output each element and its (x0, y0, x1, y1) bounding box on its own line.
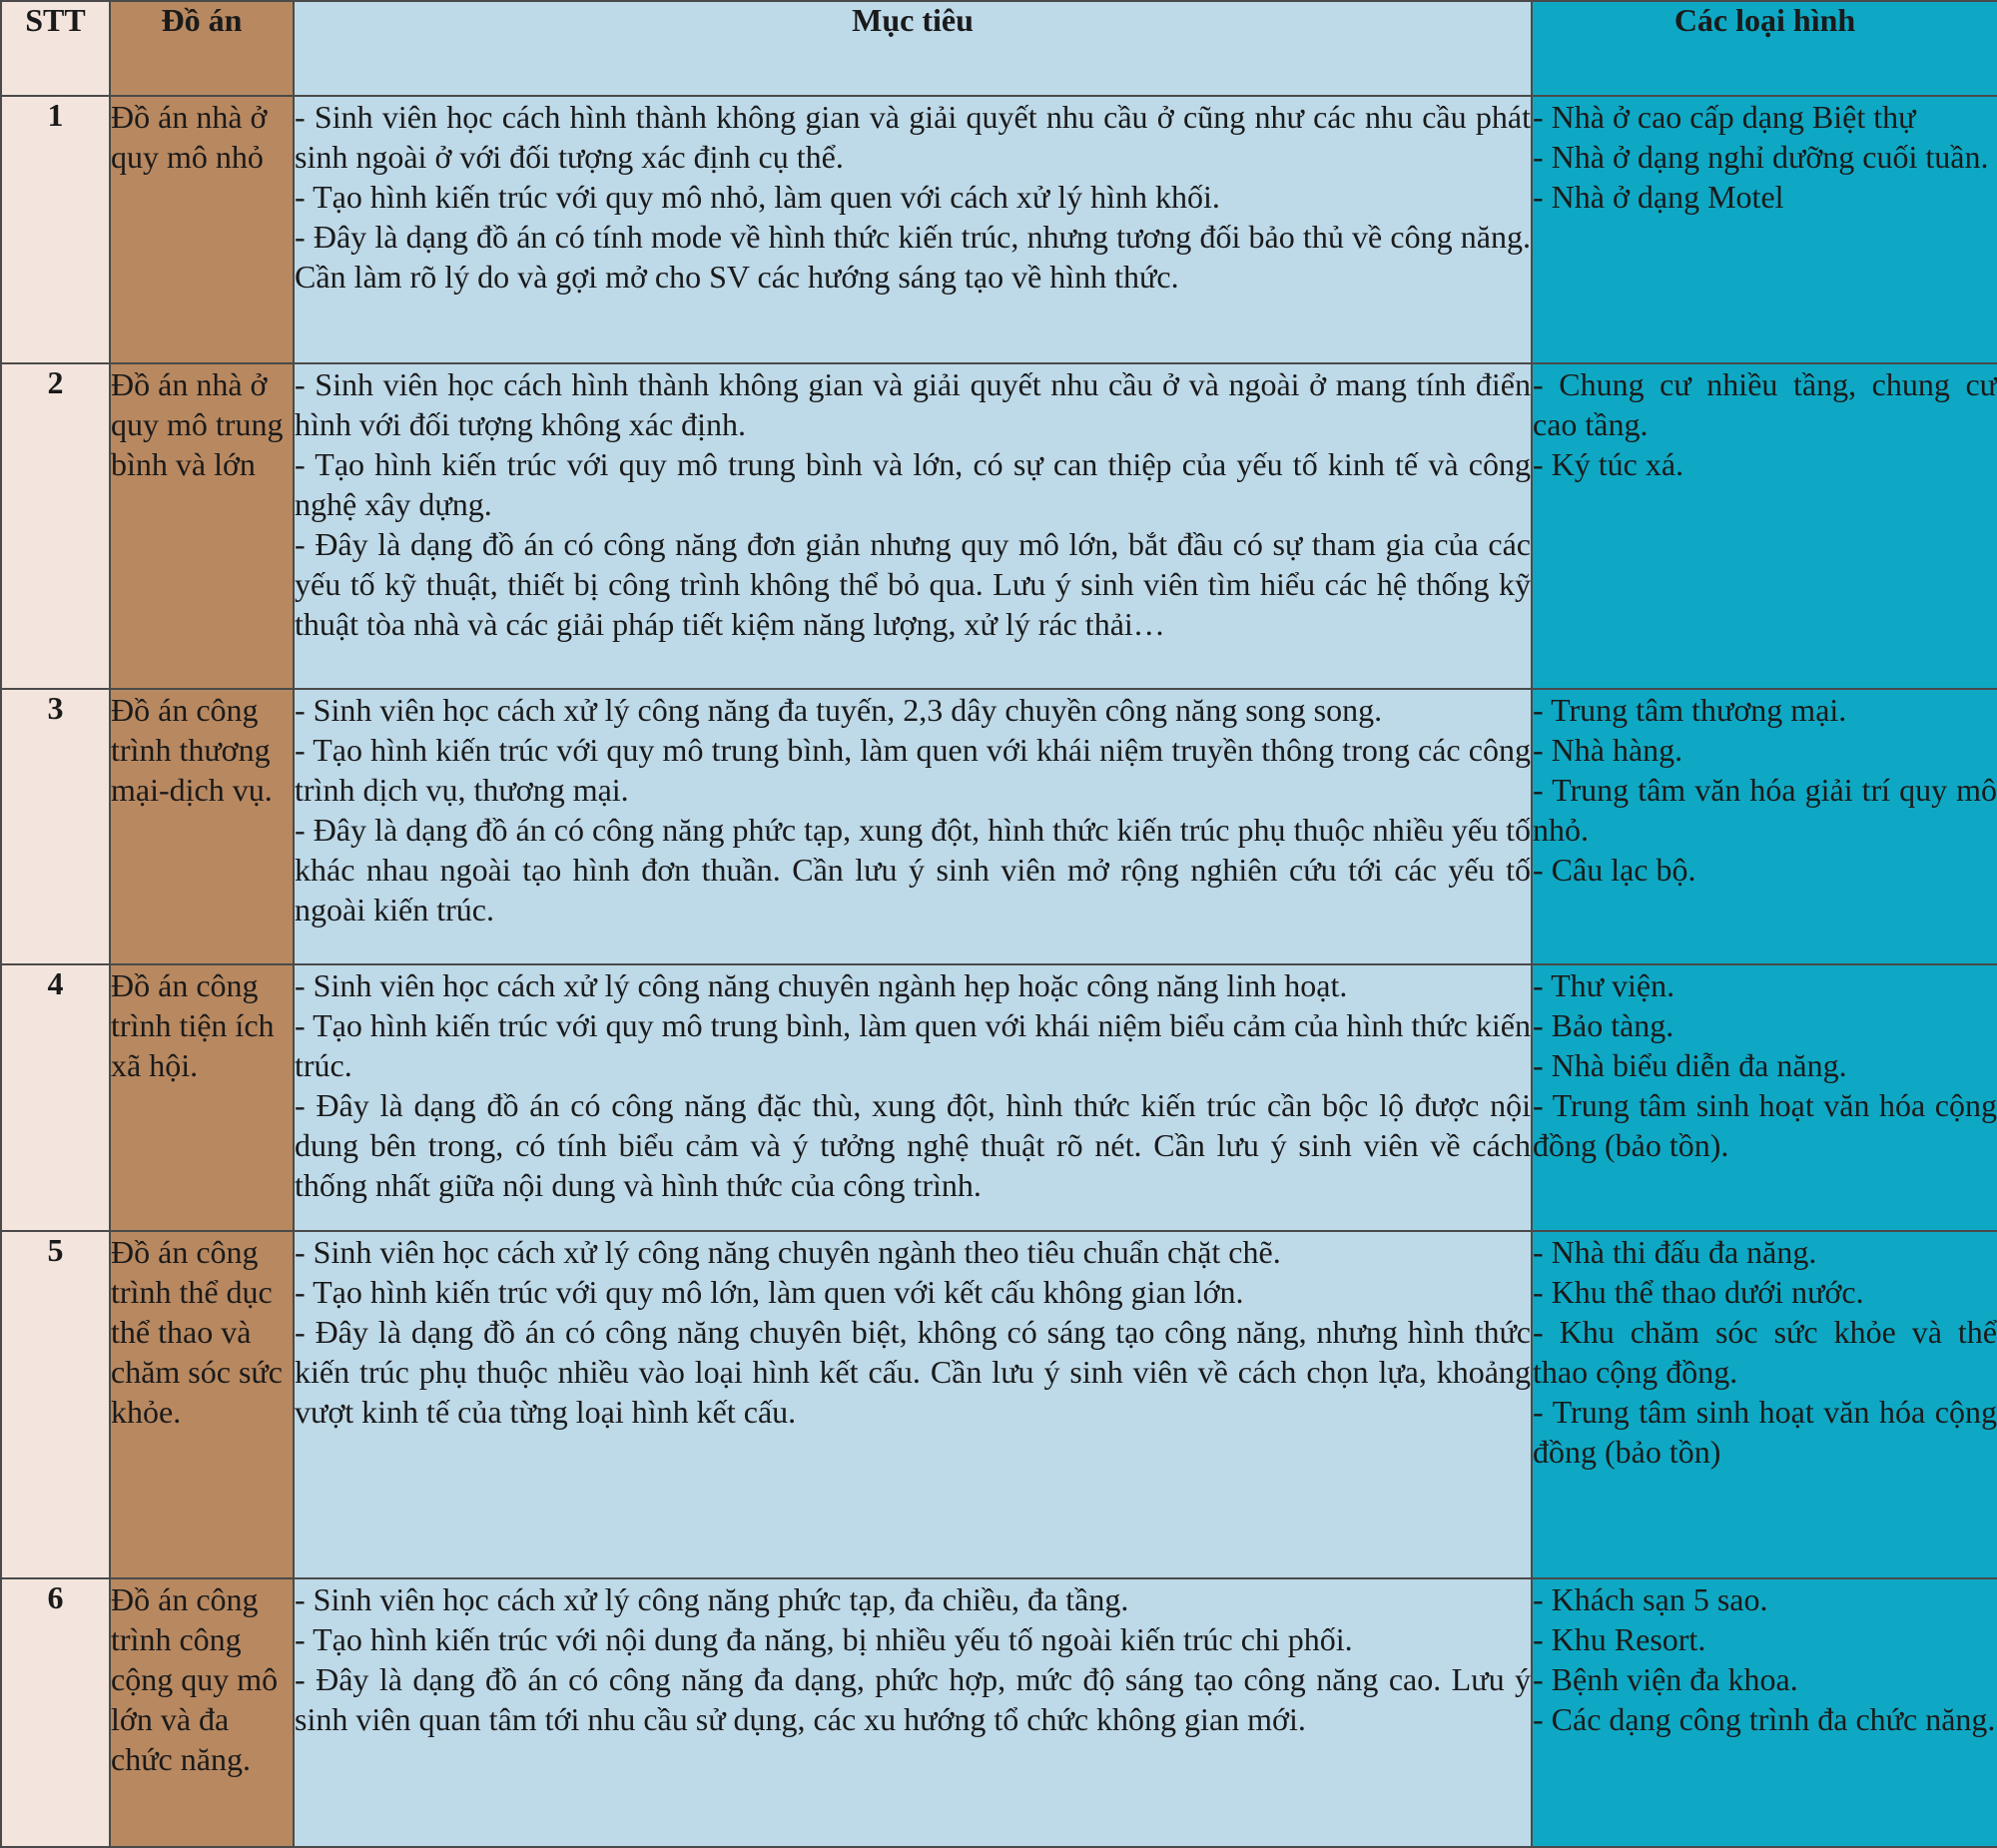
table-row (1, 964, 1997, 1231)
loai-hinh-item: - Chung cư nhiều tầng, chung cư cao tầng. (1533, 366, 1997, 442)
muc-tieu-line: - Đây là dạng đồ án có công năng đặc thù, xung đột, hình thức kiến trúc cần bộc lộ được nội dung bên trong, có tính biểu cảm và ý tưởng nghệ thuật rõ nét. Cần lưu ý sinh viên về cách thống nhất giữa nội dung và hình thức của công trình. (295, 1087, 1531, 1203)
loai-hinh-item: - Khu Resort. (1533, 1621, 1706, 1657)
loai-hinh-item: - Nhà ở dạng Motel (1533, 179, 1784, 215)
loai-hinh-item: - Khu thể thao dưới nước. (1533, 1274, 1864, 1310)
header-cac-loai-hinh: Các loại hình (1532, 1, 1997, 96)
muc-tieu-line: - Sinh viên học cách hình thành không gian và giải quyết nhu cầu ở và ngoài ở mang tính điển hình với đối tượng không xác định. (295, 366, 1531, 442)
table-row (1, 1231, 1997, 1578)
row-do-an: Đồ án công trình công cộng quy mô lớn và đa chức năng. (110, 1578, 294, 1847)
table-row (1, 96, 1997, 363)
loai-hinh-item: - Nhà ở dạng nghỉ dưỡng cuối tuần. (1533, 139, 1989, 175)
row-muc-tieu (294, 689, 1532, 964)
row-do-an: Đồ án công trình tiện ích xã hội. (110, 964, 294, 1231)
muc-tieu-line: - Sinh viên học cách xử lý công năng chuyên ngành hẹp hoặc công năng linh hoạt. (295, 967, 1348, 1003)
row-stt: 2 (1, 363, 110, 689)
row-muc-tieu (294, 96, 1532, 363)
row-do-an: Đồ án công trình thể dục thể thao và chăm sóc sức khỏe. (110, 1231, 294, 1578)
row-stt: 1 (1, 96, 110, 363)
row-stt: 4 (1, 964, 110, 1231)
row-muc-tieu (294, 363, 1532, 689)
header-do-an: Đồ án (110, 1, 294, 96)
loai-hinh-item: - Câu lạc bộ. (1533, 852, 1696, 888)
loai-hinh-item: - Bệnh viện đa khoa. (1533, 1661, 1798, 1697)
loai-hinh-item: - Ký túc xá. (1533, 446, 1684, 482)
row-muc-tieu (294, 1231, 1532, 1578)
loai-hinh-item: - Trung tâm văn hóa giải trí quy mô nhỏ. (1533, 772, 1997, 848)
muc-tieu-line: - Đây là dạng đồ án có công năng chuyên biệt, không có sáng tạo công năng, nhưng hình thức kiến trúc phụ thuộc nhiều vào loại hình kết cấu. Cần lưu ý sinh viên về cách chọn lựa, khoảng vượt kinh tế của từng loại hình kết cấu. (295, 1314, 1531, 1430)
muc-tieu-line: - Tạo hình kiến trúc với quy mô trung bình, làm quen với khái niệm biểu cảm của hình thức kiến trúc. (295, 1007, 1531, 1083)
muc-tieu-line: - Tạo hình kiến trúc với nội dung đa năng, bị nhiều yếu tố ngoài kiến trúc chi phối. (295, 1621, 1353, 1657)
loai-hinh-item: - Trung tâm thương mại. (1533, 692, 1847, 728)
loai-hinh-item: - Thư viện. (1533, 967, 1675, 1003)
muc-tieu-line: - Sinh viên học cách xử lý công năng chuyên ngành theo tiêu chuẩn chặt chẽ. (295, 1234, 1281, 1270)
header-row (1, 1, 1997, 96)
row-stt: 5 (1, 1231, 110, 1578)
table-row (1, 689, 1997, 964)
loai-hinh-item: - Các dạng công trình đa chức năng. (1533, 1701, 1996, 1737)
loai-hinh-item: - Nhà hàng. (1533, 732, 1683, 768)
row-loai-hinh (1532, 1231, 1997, 1578)
loai-hinh-item: - Trung tâm sinh hoạt văn hóa cộng đồng (bảo tồn) (1533, 1394, 1997, 1470)
row-loai-hinh (1532, 363, 1997, 689)
table-row (1, 1578, 1997, 1847)
row-muc-tieu (294, 1578, 1532, 1847)
header-muc-tieu: Mục tiêu (294, 1, 1532, 96)
loai-hinh-item: - Nhà thi đấu đa năng. (1533, 1234, 1817, 1270)
row-loai-hinh (1532, 964, 1997, 1231)
row-loai-hinh (1532, 689, 1997, 964)
row-muc-tieu (294, 964, 1532, 1231)
row-stt: 6 (1, 1578, 110, 1847)
muc-tieu-line: - Đây là dạng đồ án có công năng phức tạp, xung đột, hình thức kiến trúc phụ thuộc nhiều yếu tố khác nhau ngoài tạo hình đơn thuần. Cần lưu ý sinh viên mở rộng nghiên cứu tới các yếu tố ngoài kiến trúc. (295, 812, 1531, 927)
muc-tieu-line: - Sinh viên học cách xử lý công năng đa tuyến, 2,3 dây chuyền công năng song song. (295, 692, 1383, 728)
row-loai-hinh (1532, 1578, 1997, 1847)
table-row (1, 363, 1997, 689)
muc-tieu-line: - Tạo hình kiến trúc với quy mô trung bình, làm quen với khái niệm truyền thông trong các công trình dịch vụ, thương mại. (295, 732, 1531, 808)
muc-tieu-line: - Sinh viên học cách xử lý công năng phức tạp, đa chiều, đa tầng. (295, 1581, 1129, 1617)
loai-hinh-item: - Trung tâm sinh hoạt văn hóa cộng đồng (bảo tồn). (1533, 1087, 1997, 1163)
row-do-an: Đồ án công trình thương mại-dịch vụ. (110, 689, 294, 964)
loai-hinh-item: - Nhà biểu diễn đa năng. (1533, 1047, 1847, 1083)
muc-tieu-line: - Tạo hình kiến trúc với quy mô trung bình và lớn, có sự can thiệp của yếu tố kinh tế và công nghệ xây dựng. (295, 446, 1531, 522)
header-stt: STT (1, 1, 110, 96)
loai-hinh-item: - Bảo tàng. (1533, 1007, 1674, 1043)
row-loai-hinh (1532, 96, 1997, 363)
loai-hinh-item: - Khu chăm sóc sức khỏe và thể thao cộng đồng. (1533, 1314, 1997, 1390)
muc-tieu-line: - Đây là dạng đồ án có công năng đa dạng, phức hợp, mức độ sáng tạo công năng cao. Lưu ý sinh viên quan tâm tới nhu cầu sử dụng, các xu hướng tổ chức không gian mới. (295, 1661, 1531, 1737)
muc-tieu-line: - Tạo hình kiến trúc với quy mô nhỏ, làm quen với cách xử lý hình khối. (295, 179, 1220, 215)
row-stt: 3 (1, 689, 110, 964)
loai-hinh-item: - Nhà ở cao cấp dạng Biệt thự (1533, 99, 1916, 135)
muc-tieu-line: - Đây là dạng đồ án có công năng đơn giản nhưng quy mô lớn, bắt đầu có sự tham gia của các yếu tố kỹ thuật, thiết bị công trình không thể bỏ qua. Lưu ý sinh viên tìm hiểu các hệ thống kỹ thuật tòa nhà và các giải pháp tiết kiệm năng lượng, xử lý rác thải… (295, 526, 1531, 642)
muc-tieu-line: - Sinh viên học cách hình thành không gian và giải quyết nhu cầu ở cũng như các nhu cầu phát sinh ngoài ở với đối tượng xác định cụ thể. (295, 99, 1531, 175)
row-do-an: Đồ án nhà ở quy mô trung bình và lớn (110, 363, 294, 689)
muc-tieu-line: - Đây là dạng đồ án có tính mode về hình thức kiến trúc, nhưng tương đối bảo thủ về công năng. Cần làm rõ lý do và gợi mở cho SV các hướng sáng tạo về hình thức. (295, 219, 1531, 295)
row-do-an: Đồ án nhà ở quy mô nhỏ (110, 96, 294, 363)
loai-hinh-item: - Khách sạn 5 sao. (1533, 1581, 1768, 1617)
muc-tieu-line: - Tạo hình kiến trúc với quy mô lớn, làm quen với kết cấu không gian lớn. (295, 1274, 1244, 1310)
